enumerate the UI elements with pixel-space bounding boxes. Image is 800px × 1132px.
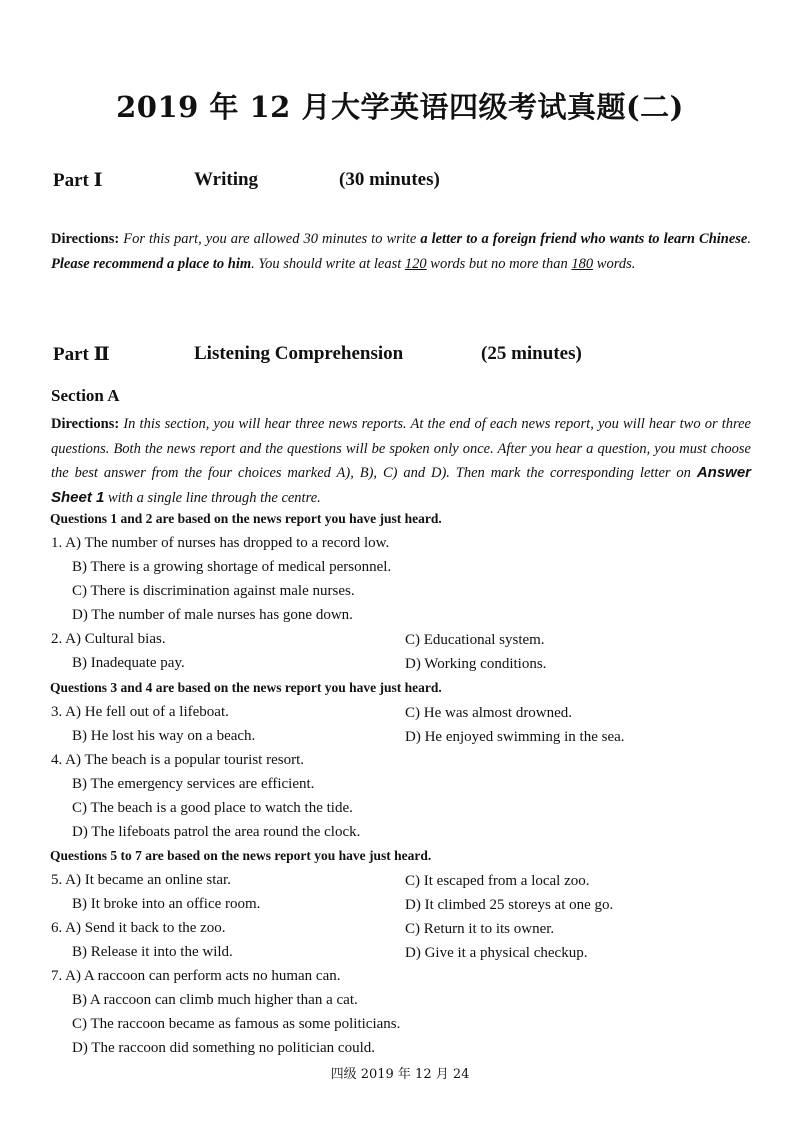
q5-option-d: D) It climbed 25 storeys at one go. xyxy=(405,897,614,913)
part2-dir-t2: with a single line through the centre. xyxy=(107,489,321,506)
q2-option-c: C) Educational system. xyxy=(405,632,545,648)
part1-dir-max-words: 180 xyxy=(571,256,594,272)
part2-time: (25 minutes) xyxy=(481,343,582,364)
q5-option-b: B) It broke into an office room. xyxy=(72,896,261,912)
question-group-head-1: Questions 1 and 2 are based on the news report you have just heard. xyxy=(50,511,442,526)
q4-option-d: D) The lifeboats patrol the area round the clock. xyxy=(72,824,361,840)
part1-dir-t1: For this part, you are allowed 30 minutes to write xyxy=(123,231,417,247)
q5-option-c: C) It escaped from a local zoo. xyxy=(405,873,590,889)
part1-dir-t7: words. xyxy=(596,256,636,272)
q2-option-b: B) Inadequate pay. xyxy=(72,655,185,671)
part1-directions-label: Directions: xyxy=(51,231,120,247)
part1-dir-t2: a letter to a foreign friend who wants to learn Chinese xyxy=(420,231,748,247)
q1-option-a: 1. A) The number of nurses has dropped to a record low. xyxy=(51,535,390,551)
part2-directions xyxy=(51,412,751,510)
question-group-head-2: Questions 3 and 4 are based on the news report you have just heard. xyxy=(50,680,442,695)
part2-name: Listening Comprehension xyxy=(194,343,404,364)
part1-dir-t4: Please recommend a place to him xyxy=(51,256,252,272)
section-a-title: Section A xyxy=(51,386,120,405)
part1-name: Writing xyxy=(194,169,259,190)
part1-dir-min-words: 120 xyxy=(404,256,427,272)
part1-dir-t6: words but no more than xyxy=(430,256,568,272)
q4-option-b: B) The emergency services are efficient. xyxy=(72,776,315,792)
q6-option-d: D) Give it a physical checkup. xyxy=(405,945,588,961)
part1-label: Part Ⅰ xyxy=(53,170,103,191)
q6-option-a: 6. A) Send it back to the zoo. xyxy=(51,920,226,936)
answer-sheet-ref: Answer Sheet 1 xyxy=(51,464,752,506)
page-footer: 四级 2019 年 12 月 24 xyxy=(330,1067,470,1082)
q2-option-a: 2. A) Cultural bias. xyxy=(51,631,166,647)
q6-option-c: C) Return it to its owner. xyxy=(405,921,555,937)
q7-option-b: B) A raccoon can climb much higher than a cat. xyxy=(72,992,358,1008)
q3-option-c: C) He was almost drowned. xyxy=(405,705,573,721)
q1-option-d: D) The number of male nurses has gone down. xyxy=(72,607,353,623)
part2-label: Part Ⅱ xyxy=(53,344,110,365)
q4-option-c: C) The beach is a good place to watch the tide. xyxy=(72,800,353,816)
q4-option-a: 4. A) The beach is a popular tourist resort. xyxy=(51,752,304,768)
part1-dir-t3: . xyxy=(747,231,751,247)
q7-option-c: C) The raccoon became as famous as some politicians. xyxy=(72,1016,401,1032)
question-group-head-3: Questions 5 to 7 are based on the news report you have just heard. xyxy=(50,848,432,863)
part1-time: (30 minutes) xyxy=(339,169,440,190)
q5-option-a: 5. A) It became an online star. xyxy=(51,872,231,888)
q1-option-b: B) There is a growing shortage of medical personnel. xyxy=(72,559,392,575)
q7-option-d: D) The raccoon did something no politician could. xyxy=(72,1040,375,1056)
part2-dir-t1: In this section, you will hear three news reports. At the end of each news report, you will hear two or three questions. Both the news report and the questions will be spoken only once. After you hear a question, you must choose the best answer from the four choices marked A), B), C) and D). Then mark the corresponding letter on xyxy=(51,416,751,481)
q2-option-d: D) Working conditions. xyxy=(405,656,547,672)
q3-option-b: B) He lost his way on a beach. xyxy=(72,728,256,744)
q6-option-b: B) Release it into the wild. xyxy=(72,944,233,960)
page-title: 2019 年 12 月大学英语四级考试真题(二) xyxy=(116,90,684,124)
part1-directions xyxy=(51,227,751,277)
part2-directions-label: Directions: xyxy=(51,416,120,432)
q3-option-a: 3. A) He fell out of a lifeboat. xyxy=(51,704,229,720)
q1-option-c: C) There is discrimination against male nurses. xyxy=(72,583,355,599)
q7-option-a: 7. A) A raccoon can perform acts no human can. xyxy=(51,968,341,984)
q3-option-d: D) He enjoyed swimming in the sea. xyxy=(405,729,625,745)
part1-dir-t5: . You should write at least xyxy=(251,256,402,272)
